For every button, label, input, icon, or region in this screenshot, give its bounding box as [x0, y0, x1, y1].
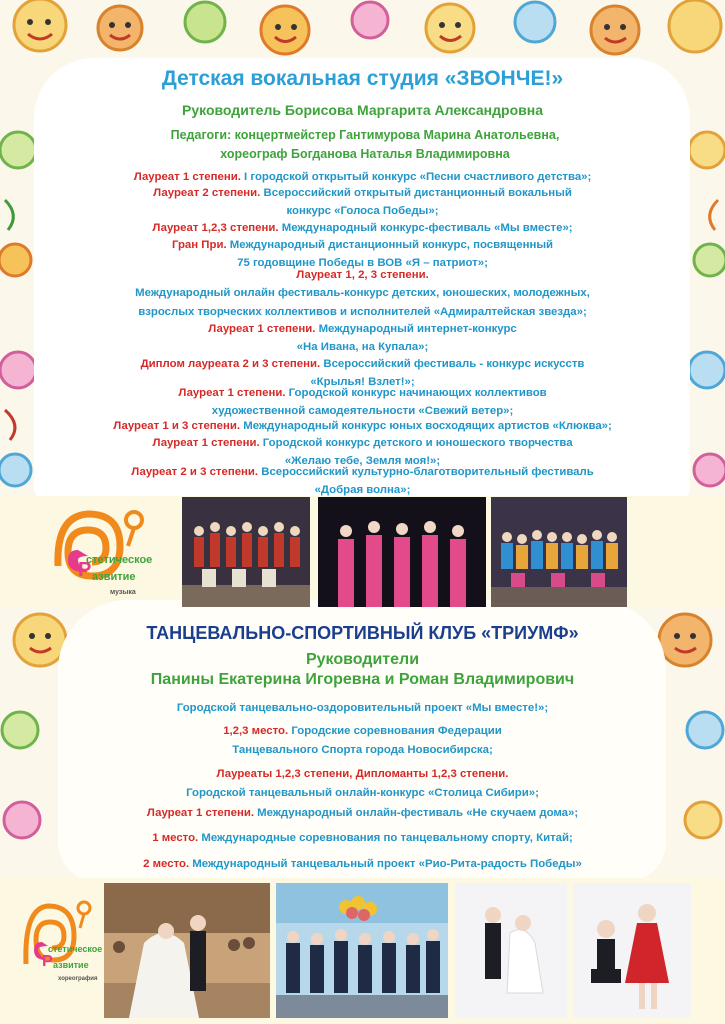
award-level: 1 место. — [152, 832, 199, 844]
award-level: Лауреат 1 степени. — [152, 437, 260, 449]
award-level: Лауреат 1 степени. — [146, 807, 255, 819]
award-event: Танцевального Спорта города Новосибирска; — [232, 743, 493, 756]
club-couple-photo-2 — [573, 883, 691, 1018]
award-event: Городской танцевальный онлайн-конкурс «Столица Сибири»; — [186, 786, 539, 799]
club-group-photo — [276, 883, 448, 1018]
award-event: Международный конкурс юных восходящих артистов «Клюква»; — [240, 420, 612, 432]
award-level: Диплом лауреата 2 и 3 степени. — [140, 358, 321, 370]
award-8 — [40, 384, 685, 421]
club-project: Городской танцевально-оздоровительный проект «Мы вместе!»; — [176, 702, 549, 714]
teachers-line: Педагоги: концертмейстер Гантимурова Марина Анатольевна, — [170, 128, 560, 142]
club-leader-names: Панины Екатерина Игоревна и Роман Владимирович — [150, 671, 575, 688]
award-event: «Крылья! Взлет!»; — [310, 376, 415, 389]
award-event: I городской открытый конкурс «Песни счастливого детства»; — [240, 171, 592, 183]
award-level: Лауреат 1 степени. — [178, 387, 286, 399]
award-9 — [40, 417, 685, 435]
club-title: ТАНЦЕВАЛЬНО-СПОРТИВНЫЙ КЛУБ «ТРИУМФ» — [146, 623, 579, 643]
award-event: Городской конкурс детского и юношеского творчества — [259, 437, 573, 449]
award-level: Лауреат 2 степени. — [153, 187, 261, 199]
award-event: «Добрая волна»; — [314, 484, 411, 497]
club-award-3 — [60, 804, 665, 823]
aesthetic-development-logo-choreography — [18, 894, 110, 994]
studio-costume-photo — [491, 497, 627, 607]
award-event: Всероссийский культурно-благотворительный фестиваль — [258, 466, 594, 478]
award-level: Лауреат 1 степени. — [208, 323, 316, 335]
award-event: Городской конкурс начинающих коллективов — [285, 387, 547, 399]
award-level: Лауреаты 1,2,3 степени, Дипломанты 1,2,3 степени. — [216, 768, 509, 780]
logo-letter-r: Р — [78, 559, 92, 581]
award-level: Гран При. — [171, 239, 227, 251]
award-level: Лауреат 1, 2, 3 степени. — [296, 269, 429, 281]
award-event: Городские соревнования Федерации — [288, 725, 502, 737]
award-event: Всероссийский открытый дистанционный вокальный — [260, 187, 572, 199]
studio-group-photo — [182, 497, 310, 607]
studio-leader: Руководитель Борисова Маргарита Александровна — [182, 102, 543, 118]
logo-sub: хореография — [58, 976, 98, 982]
award-event: Международный танцевальный проект «Рио-Рита-радость Победы» — [189, 858, 582, 870]
studio-stage-photo — [318, 497, 486, 607]
award-event: «На Ивана, на Купала»; — [296, 341, 429, 354]
club-award-1 — [60, 722, 665, 759]
club-award-2 — [60, 765, 665, 802]
award-event: Международный дистанционный конкурс, посвященный — [226, 239, 554, 251]
club-award-4 — [60, 829, 665, 848]
logo-line1: стетическое — [86, 554, 153, 566]
award-6 — [40, 320, 685, 357]
award-event: Международные соревнования по танцевальному спорту, Китай; — [198, 832, 573, 844]
award-level: Лауреат 1 степени. — [133, 171, 241, 183]
award-event: взрослых творческих коллективов и исполнителей «Адмиралтейская звезда»; — [138, 305, 587, 318]
award-level: Лауреат 1,2,3 степени. — [152, 222, 279, 234]
logo-letter-r: Р — [42, 953, 53, 970]
club-leader-label: Руководители — [305, 651, 420, 668]
award-event: Всероссийский фестиваль - конкурс искусств — [320, 358, 585, 370]
award-event: «Желаю тебе, Земля моя!»; — [284, 455, 441, 468]
logo-line2: азвитие — [92, 571, 136, 583]
club-ballroom-photo — [104, 883, 270, 1018]
studio-teachers — [110, 126, 620, 164]
award-5 — [40, 266, 685, 321]
aesthetic-development-logo — [48, 506, 178, 602]
logo-sub: музыка — [110, 589, 136, 596]
award-event: Международный конкурс-фестиваль «Мы вместе»; — [278, 222, 573, 234]
award-11 — [40, 463, 685, 500]
club-award-5 — [60, 855, 665, 874]
award-event: 75 годовщине Победы в ВОВ «Я – патриот»; — [237, 257, 488, 270]
club-leaders — [0, 650, 725, 690]
award-event: Международный онлайн фестиваль-конкурс детских, юношеских, молодежных, — [135, 287, 590, 300]
award-level: 2 место. — [143, 858, 190, 870]
logo-line2: азвитие — [53, 960, 89, 970]
studio-title: Детская вокальная студия «ЗВОНЧЕ!» — [161, 67, 564, 90]
award-3 — [40, 219, 685, 237]
club-couple-photo-1 — [455, 883, 567, 1018]
teachers-line: хореограф Богданова Наталья Владимировна — [220, 147, 510, 161]
award-event: Международный интернет-конкурс — [315, 323, 517, 335]
award-event: Международный онлайн-фестиваль «Не скучаем дома»; — [254, 807, 579, 819]
award-level: 1,2,3 место. — [223, 725, 289, 737]
award-level: Лауреат 2 и 3 степени. — [131, 466, 259, 478]
logo-line1: стетическое — [48, 944, 103, 954]
award-event: художественной самодеятельности «Свежий ветер»; — [211, 405, 514, 418]
award-event: конкурс «Голоса Победы»; — [286, 205, 439, 218]
award-level: Лауреат 1 и 3 степени. — [113, 420, 241, 432]
award-2 — [40, 184, 685, 221]
